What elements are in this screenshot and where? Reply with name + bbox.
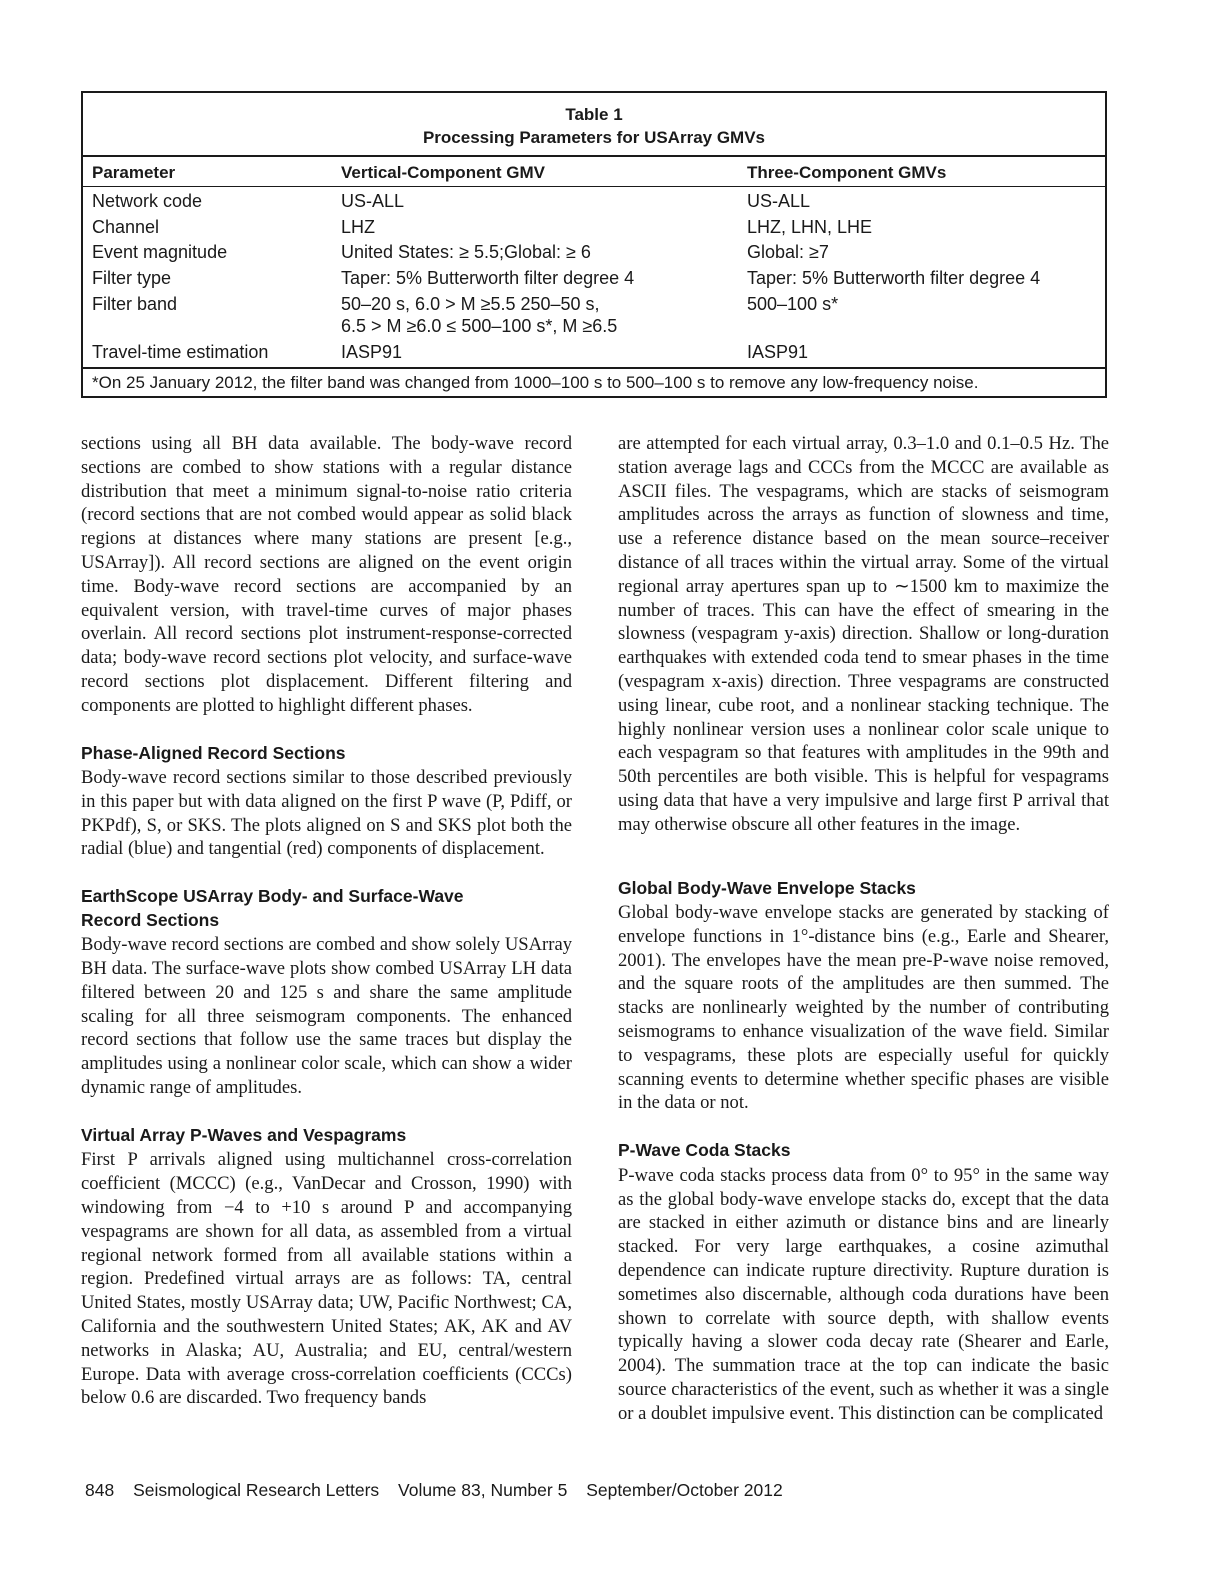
- body-paragraph: are attempted for each virtual array, 0.3–1.0 and 0.1–0.5 Hz. The station average lags and CCCs from the MCCC are available as ASCII files. The vespagrams, which are stacks of seismogram amplitudes across the arrays as function of slowness and time, use a reference distance based on the mean source–receiver distance of all traces within the virtual array. Some of the virtual regional array apertures span up to ∼1500 km to maximize the number of traces. This can have the effect of smearing in the slowness (vespagram y-axis) direction. Shallow or long-duration earthquakes with extended coda tend to smear phases in the time (vespagram x-axis) direction. Three vespagrams are constructed using linear, cube root, and a nonlinear stacking technique. The highly nonlinear version uses a nonlinear color scale unique to each vespagram so that features with amplitudes in the 99th and 50th percentiles are both visible. This is helpful for vespagrams using data that have a very impulsive and large first P arrival that may otherwise obscure all other features in the image.: [618, 433, 1109, 835]
- table-cell: US-ALL: [341, 191, 405, 211]
- table-cell: LHZ: [341, 217, 376, 237]
- table-footnote: *On 25 January 2012, the filter band was changed from 1000–100 s to 500–100 s to remove any low-frequency noise.: [92, 373, 979, 392]
- table-cell: US-ALL: [747, 191, 811, 211]
- journal-name: Seismological Research Letters: [133, 1480, 380, 1500]
- table-rule-top: [83, 155, 1105, 157]
- issue-date: September/October 2012: [586, 1480, 783, 1500]
- body-paragraph: Body-wave record sections similar to those described previously in this paper but with data aligned on the first P wave (P, Pdiff, or PKPdf), S, or SKS. The plots aligned on S and SKS plot both the radial (blue) and tangential (red) components of displacement.: [81, 767, 572, 860]
- table-cell: 6.5 > M ≥6.0 ≤ 500–100 s*, M ≥6.5: [341, 316, 618, 336]
- section-heading: Global Body-Wave Envelope Stacks: [618, 877, 916, 898]
- section-heading: Phase-Aligned Record Sections: [81, 742, 346, 763]
- left-column: [81, 432, 572, 1410]
- section-heading-line: Record Sections: [81, 909, 220, 930]
- page-number: 848: [85, 1480, 115, 1500]
- table-cell: Channel: [92, 217, 160, 237]
- table-cell: Event magnitude: [92, 242, 228, 262]
- body-paragraph: Global body-wave envelope stacks are generated by stacking of envelope functions in 1°-distance bins (e.g., Earle and Shearer, 2001). The envelopes have the mean pre-P-wave noise removed, and the square roots of the amplitudes are then summed. The stacks are nonlinearly weighted by the number of contributing seismograms to enhance visualization of the wave field. Similar to vespagrams, these plots are especially useful for quickly scanning events to determine whether specific phases are visible in the data or not.: [618, 902, 1109, 1114]
- page-footer: [85, 1480, 797, 1501]
- section-heading: P-Wave Coda Stacks: [618, 1140, 791, 1161]
- table-caption: Processing Parameters for USArray GMVs: [422, 128, 766, 147]
- table-header-three: Three-Component GMVs: [747, 163, 947, 182]
- table-cell: Filter type: [92, 268, 172, 288]
- table-rule-header: [83, 186, 1105, 187]
- table-cell: LHZ, LHN, LHE: [747, 217, 873, 237]
- table-cell: Filter band: [92, 294, 178, 314]
- section-heading: Virtual Array P-Waves and Vespagrams: [81, 1124, 407, 1145]
- parameters-table: [81, 91, 1107, 398]
- table-header-vertical: Vertical-Component GMV: [341, 163, 546, 182]
- table-header-parameter: Parameter: [92, 163, 176, 182]
- body-paragraph: First P arrivals aligned using multichannel cross-correlation coefficient (MCCC) (e.g., VanDecar and Crosson, 1990) with windowing from −4 to +10 s around P and accompanying vespagrams are shown for all data, as assembled from a virtual regional network formed from all available stations within a region. Predefined virtual arrays are as follows: TA, central United States, mostly USArray data; UW, Pacific Northwest; CA, California and the southwestern United States; AK, AK and AV networks in Alaska; AU, Australia; and EU, central/western Europe. Data with average cross-correlation coefficients (CCCs) below 0.6 are discarded. Two frequency bands: [81, 1149, 572, 1409]
- table-cell: IASP91: [747, 342, 809, 362]
- table-cell: Travel-time estimation: [92, 342, 269, 362]
- table-title: [83, 103, 1105, 149]
- journal-volume: Volume 83, Number 5: [398, 1480, 568, 1500]
- table-cell: Global: ≥7: [747, 242, 829, 262]
- right-column: [618, 432, 1109, 1425]
- table-cell: Taper: 5% Butterworth filter degree 4: [341, 268, 635, 288]
- body-paragraph: Body-wave record sections are combed and show solely USArray BH data. The surface-wave plots show combed USArray LH data filtered between 20 and 125 s and share the same amplitude scaling for all three seismogram components. The enhanced record sections that follow use the same traces but display the amplitudes using a nonlinear color scale, which can show a wider dynamic range of amplitudes.: [81, 934, 572, 1099]
- table-cell: IASP91: [341, 342, 403, 362]
- body-paragraph: P-wave coda stacks process data from 0° to 95° in the same way as the global body-wave envelope stacks do, except that the data are stacked in either azimuth or distance bins and are linearly stacked. For very large earthquakes, a cosine azimuthal dependence can indicate rupture directivity. Rupture duration is sometimes also discernable, although coda durations have been shown to correlate with source depth, with shallow events typically having a slower coda decay rate (Shearer and Earle, 2004). The summation trace at the top can indicate the basic source characteristics of the event, such as whether it was a single or a doublet impulsive event. This distinction can be complicated: [618, 1164, 1109, 1424]
- table-cell: United States: ≥ 5.5;Global: ≥ 6: [341, 242, 591, 262]
- body-paragraph: sections using all BH data available. The body-wave record sections are combed to show stations with a regular distance distribution that meet a minimum signal-to-noise ratio criteria (record sections that are not combed would appear as solid black regions at distances where many stations are present [e.g., USArray]). All record sections are aligned on the event origin time. Body-wave record sections are accompanied by an equivalent version, with travel-time curves of major phases overlain. All record sections plot instrument-response-corrected data; body-wave record sections plot velocity, and surface-wave record sections plot displacement. Different filtering and components are plotted to highlight different phases.: [81, 433, 572, 716]
- table-number: Table 1: [565, 105, 623, 124]
- table-cell: 500–100 s*: [747, 294, 839, 314]
- table-cell: Taper: 5% Butterworth filter degree 4: [747, 268, 1041, 288]
- section-heading: [81, 885, 572, 932]
- section-heading-line: EarthScope USArray Body- and Surface-Wave: [81, 886, 464, 907]
- table-cell: Network code: [92, 191, 203, 211]
- table-cell: 50–20 s, 6.0 > M ≥5.5 250–50 s,: [341, 294, 600, 314]
- table-rule-bottom: [83, 367, 1105, 369]
